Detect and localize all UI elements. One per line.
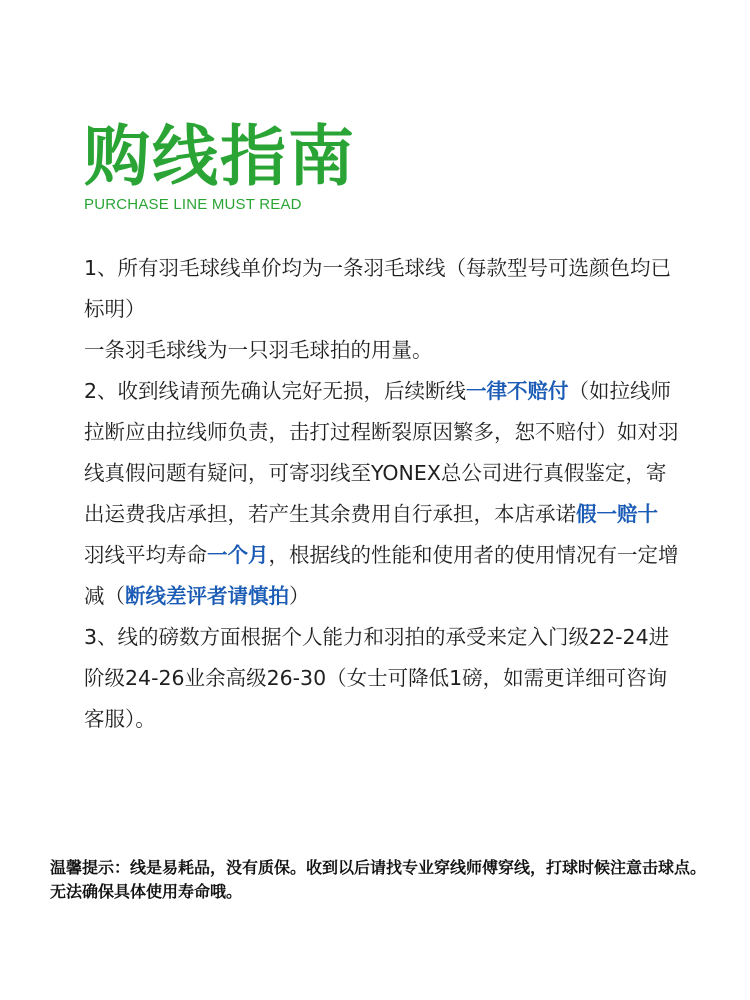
footer-notice-text: 温馨提示：线是易耗品，没有质保。收到以后请找专业穿线师傅穿线，打球时候注意击球点。无法确保具体使用寿命哦。 — [50, 858, 707, 901]
page-title: 购线指南 — [84, 118, 356, 195]
paragraph-inspection — [84, 371, 684, 535]
paragraph-tension — [84, 617, 684, 740]
inspection-text-2: （如拉线师拉断应由拉线师负责，击打过程断裂原因繁多，恕不赔付）如对羽线真假问题有疑问，可寄羽线至YONEX总公司进行真假鉴定，寄出运费我店承担，若产生其余费用自行承担，本店承诺 — [84, 379, 679, 526]
lifespan-text-2: ，根据线的性能和使用者的使用情况有一定增减（ — [84, 543, 679, 608]
paragraph-usage — [84, 330, 684, 371]
usage-text: 一条羽毛球线为一只羽毛球拍的用量。 — [84, 338, 433, 362]
lifespan-text-1: 羽线平均寿命 — [84, 543, 207, 567]
guide-header — [84, 118, 356, 214]
paragraph-lifespan — [84, 535, 684, 617]
highlight-fake-guarantee: 假一赔十 — [576, 502, 658, 526]
lifespan-text-3: ） — [289, 584, 310, 608]
inspection-text-1: 2、收到线请预先确认完好无损，后续断线 — [84, 379, 467, 403]
footer-notice — [50, 856, 710, 904]
highlight-no-compensation: 一律不赔付 — [466, 379, 569, 403]
page-subtitle: PURCHASE LINE MUST READ — [84, 196, 302, 213]
highlight-review-warning: 断线差评者请慎拍 — [125, 584, 289, 608]
highlight-one-month: 一个月 — [207, 543, 269, 567]
tension-text: 3、线的磅数方面根据个人能力和羽拍的承受来定入门级22-24进阶级24-26业余高级26-30（女士可降低1磅，如需更详细可咨询客服）。 — [84, 625, 670, 731]
unit-price-text: 1、所有羽毛球线单价均为一条羽毛球线（每款型号可选颜色均已标明） — [84, 256, 672, 321]
paragraph-unit-price — [84, 248, 684, 330]
guide-content — [84, 248, 684, 740]
